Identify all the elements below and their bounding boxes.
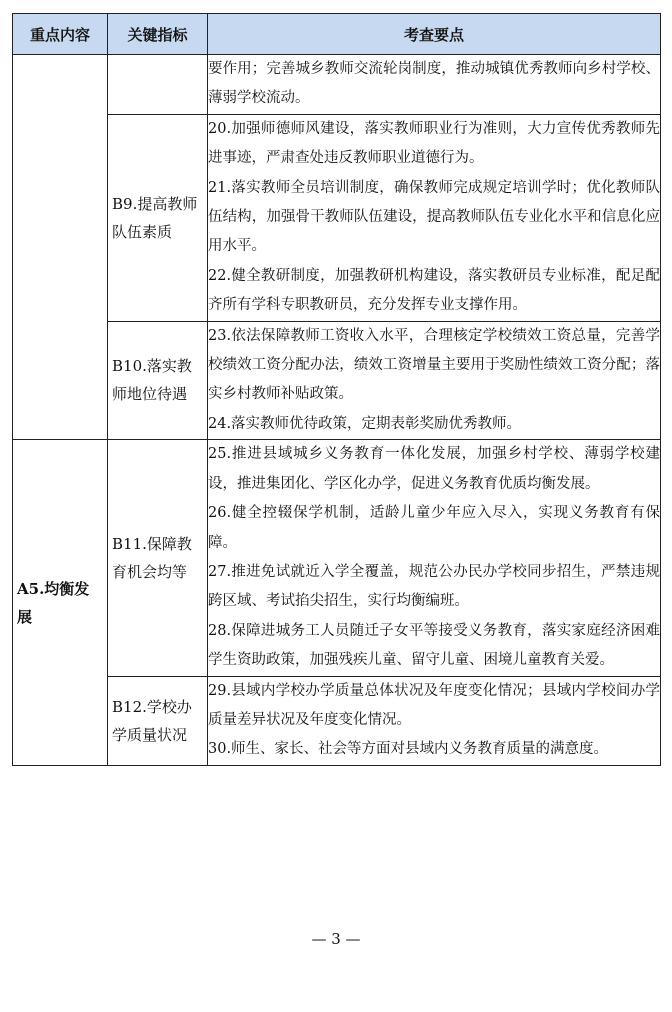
points-cell xyxy=(208,440,661,676)
point-item: 23.依法保障教师工资收入水平，合理核定学校绩效工资总量，完善学校绩效工资分配办法，绩效工资增量主要用于奖励性绩效工资分配；落实乡村教师补贴政策。 xyxy=(208,327,660,403)
point-item: 21.落实教师全员培训制度，确保教师完成规定培训学时；优化教师队伍结构，加强骨干教师队伍建设，提高教师队伍专业化水平和信息化应用水平。 xyxy=(208,179,660,255)
point-item: 20.加强师德师风建设，落实教师职业行为准则，大力宣传优秀教师先进事迹，严肃查处违反教师职业道德行为。 xyxy=(208,120,660,167)
indicator-b10: B10.落实教师地位待遇 xyxy=(112,357,192,404)
table-row xyxy=(13,676,661,765)
header-focus: 重点内容 xyxy=(13,14,108,55)
point-item: 28.保障进城务工人员随迁子女平等接受义务教育，落实家庭经济困难学生资助政策，加强残疾儿童、留守儿童、困境儿童教育关爱。 xyxy=(208,622,660,669)
point-item: 26.健全控辍保学机制，适龄儿童少年应入尽入，实现义务教育有保障。 xyxy=(208,505,660,551)
indicator-cell xyxy=(108,440,208,676)
table-row xyxy=(13,114,661,321)
point-item: 30.师生、家长、社会等方面对县域内义务教育质量的满意度。 xyxy=(208,741,609,758)
points-cell xyxy=(208,676,661,765)
focus-a5: A5.均衡发展 xyxy=(17,579,90,626)
table-row xyxy=(13,321,661,440)
indicator-cell xyxy=(108,676,208,765)
table-header-row xyxy=(13,14,661,55)
points-cell xyxy=(208,321,661,440)
focus-cell xyxy=(13,440,108,765)
indicator-cell xyxy=(108,114,208,321)
focus-cell-empty xyxy=(13,55,108,440)
indicator-b9: B9.提高教师队伍素质 xyxy=(112,194,198,241)
indicator-cell-empty xyxy=(108,55,208,115)
header-points: 考查要点 xyxy=(208,14,661,55)
header-indicator: 关键指标 xyxy=(108,14,208,55)
point-item: 24.落实教师优待政策，定期表彰奖励优秀教师。 xyxy=(208,415,522,432)
point-item: 25.推进县域城乡义务教育一体化发展，加强乡村学校、薄弱学校建设，推进集团化、学区化办学，促进义务教育优质均衡发展。 xyxy=(208,446,660,492)
table-row xyxy=(13,55,661,115)
indicator-b12: B12.学校办学质量状况 xyxy=(112,697,192,744)
points-cell xyxy=(208,55,661,115)
table-row xyxy=(13,440,661,676)
page-number: — 3 — xyxy=(311,930,361,948)
point-item: 29.县域内学校办学质量总体状况及年度变化情况；县域内学校间办学质量差异状况及年度变化情况。 xyxy=(208,682,660,728)
point-item: 22.健全教研制度，加强教研机构建设，落实教研员专业标准，配足配齐所有学科专职教研员，充分发挥专业支撑作用。 xyxy=(208,267,660,314)
indicator-cell xyxy=(108,321,208,440)
evaluation-table xyxy=(12,13,661,766)
point-item: 27.推进免试就近入学全覆盖，规范公办民办学校同步招生，严禁违规跨区域、考试掐尖招生，实行均衡编班。 xyxy=(208,563,660,610)
indicator-b11: B11.保障教育机会均等 xyxy=(112,534,192,581)
points-cell xyxy=(208,114,661,321)
point-item: 要作用；完善城乡教师交流轮岗制度，推动城镇优秀教师向乡村学校、薄弱学校流动。 xyxy=(208,61,660,107)
